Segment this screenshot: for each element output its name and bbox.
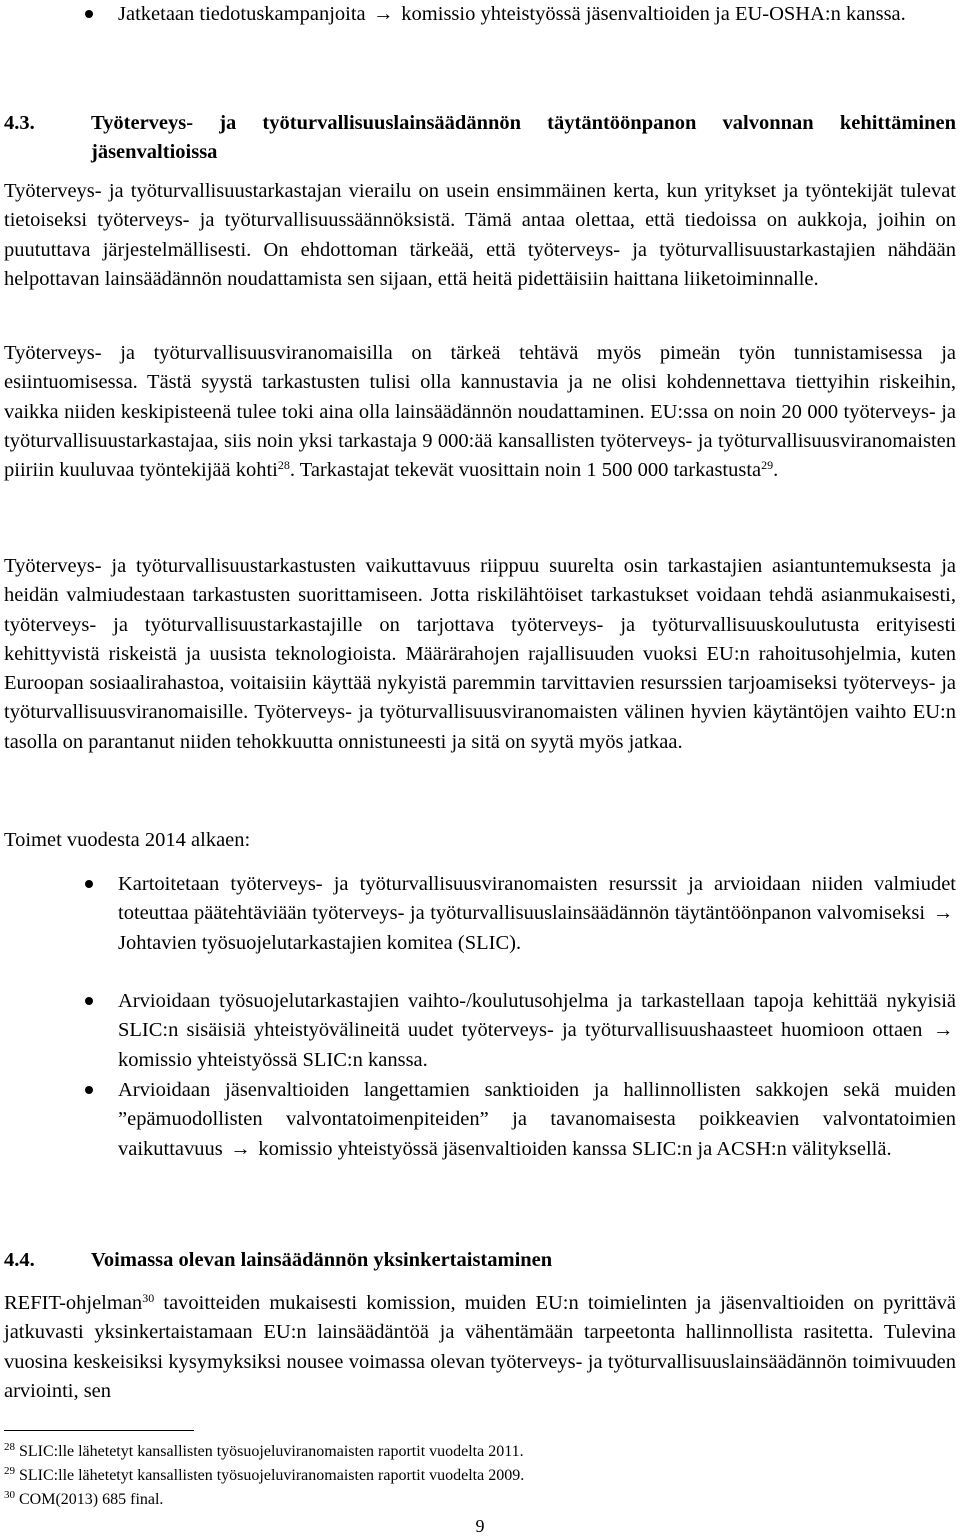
footnote-ref: 28 xyxy=(277,458,290,473)
bullet-text-before: Kartoitetaan työterveys- ja työturvallisuusviranomaisten resurssit ja arvioidaan niiden valmiudet toteuttaa päätehtäviään työterveys- ja työturvallisuuslainsäädännön täytäntöönpanon valvomiseksi xyxy=(118,873,956,925)
bullet-text-before: Arvioidaan työsuojelutarkastajien vaihto-/koulutusohjelma ja tarkastellaan tapoja kehittää nykyisiä SLIC:n sisäisiä yhteistyövälineitä uudet työterveys- ja työturvallisuushaasteet huomioon ottaen xyxy=(118,990,956,1042)
bullet-text-after: Johtavien työsuojelutarkastajien komitea (SLIC). xyxy=(118,931,522,954)
paragraph-text: . Tarkastajat tekevät vuosittain noin 1 500 000 tarkastusta xyxy=(289,459,762,482)
paragraph: Työterveys- ja työturvallisuustarkastusten vaikuttavuus riippuu suurelta osin tarkastajien asiantuntemuksesta ja heidän valmiudestaan tarkastusten suorittamiseen. Jotta riskilähtöiset tarkastukset voidaan tehdä asianmukaisesti, työterveys- ja työturvallisuustarkastajille on tarjottava työterveys- ja työturvallisuuskoulutusta erityisesti kehittyvistä riskeistä ja uusista teknologioista. Määrärahojen rajallisuuden vuoksi EU:n rahoitusohjelmia, kuten Euroopan sosiaalirahastoa, voitaisiin käyttää nykyistä paremmin tarvittavien resurssien tarjoamiseksi työterveys- ja työturvallisuusviranomaisille. Työterveys- ja työturvallisuusviranomaisten välinen hyvien käytäntöjen vaihto EU:n tasolla on parantanut niiden tehokkuutta onnistuneesti ja sitä on syytä myös jatkaa. xyxy=(4,555,956,753)
footnote-text: SLIC:lle lähetetyt kansallisten työsuojeluviranomaisten raportit vuodelta 2011. xyxy=(19,1443,524,1460)
footnote xyxy=(4,1490,163,1510)
bullet-text-before: Arvioidaan jäsenvaltioiden langettamien sanktioiden ja hallinnollisten sakkojen sekä muiden ”epämuodollisten valvontatoimenpiteiden” ja tavanomaisesta poikkeavien valvontatoimien vaikuttavuus xyxy=(118,1079,956,1160)
arrow-icon: → xyxy=(230,1137,251,1160)
arrow-icon: → xyxy=(933,1019,954,1042)
section-number: 4.3. xyxy=(4,112,35,134)
footnote-number: 29 xyxy=(4,1465,15,1477)
bullet-text-before: Jatketaan tiedotuskampanjoita xyxy=(118,3,366,25)
footnote xyxy=(4,1466,524,1486)
bullet-text xyxy=(118,1076,956,1164)
paragraph-text: REFIT-ohjelman xyxy=(4,1292,143,1314)
section-title: Voimassa olevan lainsäädännön yksinkertaistaminen xyxy=(91,1249,553,1271)
footnote-number: 30 xyxy=(4,1489,15,1501)
bullet-dot xyxy=(85,10,93,18)
footnote xyxy=(4,1442,524,1462)
arrow-icon: → xyxy=(373,3,394,25)
bullet-text xyxy=(118,870,956,958)
bullet-text xyxy=(118,0,956,29)
footnote-text: COM(2013) 685 final. xyxy=(19,1491,164,1508)
bullet-text xyxy=(118,987,956,1075)
footnote-number: 28 xyxy=(4,1441,15,1453)
paragraph: Työterveys- ja työturvallisuustarkastajan vierailu on usein ensimmäinen kerta, kun yritykset ja työntekijät tulevat tietoiseksi työterveys- ja työturvallisuussäännöksistä. Tämä antaa olettaa, että tiedoissa on aukkoja, joihin on puututtava järjestelmällisesti. On ehdottoman tärkeää, että työterveys- ja työturvallisuustarkastajien nähdään helpottavan lainsäädännön noudattamista sen sijaan, että heitä pidettäisiin haittana liiketoiminnalle. xyxy=(4,180,956,290)
paragraph-text: Työterveys- ja työturvallisuusviranomaisilla on tärkeä tehtävä myös pimeän työn tunnistamisessa ja esiintuomisessa. Tästä syystä tarkastusten tulisi olla kannustavia ja ne olisi kohdennettava tiettyihin riskeihin, vaikka niiden keskipisteenä tulee toki aina olla lainsäädännön noudattaminen. EU:ssa on noin 20 000 työterveys- ja työturvallisuustarkastajaa, siis noin yksi tarkastaja 9 000:ää kansallisten työterveys- ja työturvallisuusviranomaisten piiriin kuuluvaa työntekijää kohti xyxy=(4,342,956,482)
paragraph xyxy=(4,339,956,485)
actions-heading: Toimet vuodesta 2014 alkaen: xyxy=(4,829,251,851)
footnote-ref: 30 xyxy=(142,1291,155,1305)
bullet-dot xyxy=(85,997,93,1005)
bullet-text-after: komissio yhteistyössä SLIC:n kanssa. xyxy=(118,1048,428,1071)
arrow-icon: → xyxy=(933,902,954,925)
bullet-dot xyxy=(85,880,93,888)
footnote-divider xyxy=(4,1430,194,1431)
page-number: 9 xyxy=(475,1516,485,1536)
paragraph-text: . xyxy=(773,459,779,482)
bullet-dot xyxy=(85,1086,93,1094)
bullet-text-after: komissio yhteistyössä jäsenvaltioiden kanssa SLIC:n ja ACSH:n välityksellä. xyxy=(258,1137,892,1160)
paragraph xyxy=(4,1289,956,1406)
section-number: 4.4. xyxy=(4,1249,35,1271)
footnote-text: SLIC:lle lähetetyt kansallisten työsuojeluviranomaisten raportit vuodelta 2009. xyxy=(19,1467,525,1484)
bullet-text-after: komissio yhteistyössä jäsenvaltioiden ja EU-OSHA:n kanssa. xyxy=(401,3,906,25)
section-title: Työterveys- ja työturvallisuuslainsäädännön täytäntöönpanon valvonnan kehittäminen jäsenvaltioissa xyxy=(91,112,956,164)
paragraph-text: tavoitteiden mukaisesti komission, muiden EU:n toimielinten ja jäsenvaltioiden on pyrittävä jatkuvasti yksinkertaistamaan EU:n lainsäädäntöä ja vähentämään tarpeetonta hallinnollista rasitetta. Tulevina vuosina keskeisiksi kysymyksiksi nousee voimassa olevan työterveys- ja työturvallisuuslainsäädännön toimivuuden arviointi, sen xyxy=(4,1292,956,1402)
footnote-ref: 29 xyxy=(761,458,774,473)
